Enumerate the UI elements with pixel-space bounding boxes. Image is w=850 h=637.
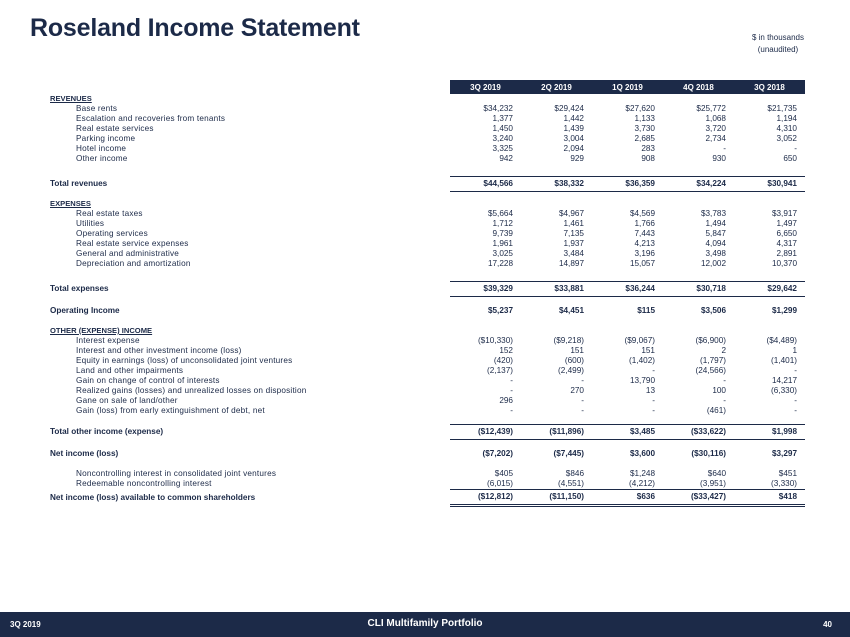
row-value: -: [723, 376, 726, 385]
row-value: (2,137): [487, 366, 513, 375]
net-income-row: [50, 447, 805, 461]
expense-row: [50, 229, 805, 239]
row-label: Gain on change of control of interests: [76, 376, 220, 385]
expense-row: [50, 239, 805, 249]
row-value: 4,094: [705, 239, 726, 248]
row-value: (461): [706, 406, 726, 415]
row-label: [50, 191, 450, 199]
table-body: [50, 94, 805, 506]
spacer-row: [50, 296, 805, 304]
row-value: $21,735: [767, 104, 797, 113]
nci-row: [50, 479, 805, 490]
section-header-other: [50, 326, 805, 336]
row-label: Operating services: [76, 229, 148, 238]
row-value: [450, 461, 521, 469]
footer-period: 3Q 2019: [10, 620, 41, 629]
row-value: -: [652, 396, 655, 405]
row-value: 1,133: [634, 114, 655, 123]
row-value: [521, 416, 592, 424]
row-label: [50, 439, 450, 447]
row-value: 13,790: [629, 376, 655, 385]
row-label: Noncontrolling interest in consolidated joint ventures: [76, 469, 277, 478]
row-value: ($6,900): [695, 336, 726, 345]
row-value: 1,442: [563, 114, 584, 123]
row-label: Total expenses: [50, 283, 109, 293]
other-row: [50, 356, 805, 366]
row-value: 1,961: [492, 239, 513, 248]
spacer-row: [50, 416, 805, 424]
row-value: 3,720: [705, 124, 726, 133]
section-header-expenses: [50, 199, 805, 209]
row-value: (1,401): [771, 356, 797, 365]
row-value: [734, 439, 805, 447]
expense-row: [50, 219, 805, 229]
row-value: 14,897: [558, 259, 584, 268]
row-value: $636: [592, 490, 663, 506]
row-value: $5,237: [487, 306, 513, 315]
row-value: [450, 326, 521, 336]
other-row: [50, 386, 805, 396]
row-value: 3,025: [492, 249, 513, 258]
row-value: (2,499): [558, 366, 584, 375]
row-value: 1: [792, 346, 797, 355]
row-value: [734, 318, 805, 326]
row-value: -: [794, 144, 797, 153]
expense-row: [50, 209, 805, 219]
row-value: 14,217: [771, 376, 797, 385]
row-value: [521, 296, 592, 304]
row-value: $405: [494, 469, 513, 478]
row-value: $1,998: [734, 424, 805, 439]
row-value: [663, 94, 734, 104]
row-label: Interest expense: [76, 336, 140, 345]
row-label: Realized gains (losses) and unrealized losses on disposition: [76, 386, 307, 395]
row-value: [734, 296, 805, 304]
row-value: [450, 94, 521, 104]
row-value: 3,004: [563, 134, 584, 143]
column-header: 3Q 2019: [450, 80, 521, 94]
row-value: 10,370: [771, 259, 797, 268]
row-value: 1,439: [563, 124, 584, 133]
row-value: [734, 164, 805, 176]
row-value: [450, 191, 521, 199]
operating-income-row: [50, 304, 805, 318]
row-value: [663, 269, 734, 281]
other-row: [50, 406, 805, 416]
row-label: Parking income: [76, 134, 136, 143]
row-value: $846: [565, 469, 584, 478]
other-row: [50, 366, 805, 376]
row-value: $36,244: [592, 281, 663, 296]
row-label: [50, 269, 450, 281]
row-label: Real estate taxes: [76, 209, 143, 218]
row-value: 942: [499, 154, 513, 163]
row-value: 7,135: [563, 229, 584, 238]
row-value: -: [581, 406, 584, 415]
row-value: $418: [734, 490, 805, 506]
row-value: [450, 416, 521, 424]
row-value: [450, 439, 521, 447]
row-value: [521, 269, 592, 281]
row-value: -: [723, 144, 726, 153]
row-value: (4,551): [521, 479, 592, 490]
units-line-2: (unaudited): [757, 45, 799, 54]
row-value: 3,325: [492, 144, 513, 153]
row-value: [734, 326, 805, 336]
row-value: 1,497: [776, 219, 797, 228]
row-value: [734, 191, 805, 199]
row-value: 15,057: [629, 259, 655, 268]
row-value: $3,297: [771, 449, 797, 458]
row-value: ($33,622): [663, 424, 734, 439]
row-label: Net income (loss) available to common shareholders: [50, 492, 256, 502]
row-value: 2: [721, 346, 726, 355]
row-value: [663, 199, 734, 209]
row-value: 152: [499, 346, 513, 355]
row-value: 6,650: [776, 229, 797, 238]
row-value: -: [652, 366, 655, 375]
row-value: [521, 164, 592, 176]
row-value: [521, 326, 592, 336]
row-value: [521, 94, 592, 104]
row-value: $640: [707, 469, 726, 478]
spacer-row: [50, 318, 805, 326]
spacer-row: [50, 164, 805, 176]
revenue-row: [50, 114, 805, 124]
row-value: $27,620: [625, 104, 655, 113]
revenue-row: [50, 144, 805, 154]
row-value: [734, 269, 805, 281]
row-value: $38,332: [521, 176, 592, 191]
row-value: [592, 296, 663, 304]
spacer-row: [50, 191, 805, 199]
row-value: (1,797): [700, 356, 726, 365]
row-value: $3,506: [700, 306, 726, 315]
row-value: [663, 296, 734, 304]
row-value: 1,194: [776, 114, 797, 123]
row-value: 3,484: [563, 249, 584, 258]
row-value: 1,937: [563, 239, 584, 248]
row-value: -: [794, 366, 797, 375]
row-value: 2,891: [776, 249, 797, 258]
expense-row: [50, 249, 805, 259]
row-value: ($12,812): [450, 490, 521, 506]
row-value: $3,600: [629, 449, 655, 458]
row-value: (4,212): [592, 479, 663, 490]
row-value: (600): [564, 356, 584, 365]
row-value: [521, 461, 592, 469]
total-revenues-row: [50, 176, 805, 191]
row-value: $44,566: [450, 176, 521, 191]
row-value: ($11,896): [521, 424, 592, 439]
row-label: Escalation and recoveries from tenants: [76, 114, 226, 123]
row-value: 1,377: [492, 114, 513, 123]
row-value: [521, 318, 592, 326]
row-value: [663, 326, 734, 336]
row-value: $1,299: [771, 306, 797, 315]
row-value: 296: [499, 396, 513, 405]
row-value: 3,196: [634, 249, 655, 258]
row-value: ($10,330): [477, 336, 513, 345]
nci-row: [50, 469, 805, 479]
row-value: [663, 461, 734, 469]
row-value: -: [723, 396, 726, 405]
row-value: [663, 416, 734, 424]
row-value: $33,881: [521, 281, 592, 296]
row-value: 2,685: [634, 134, 655, 143]
row-label: REVENUES: [50, 94, 92, 103]
row-value: -: [581, 396, 584, 405]
row-value: [734, 461, 805, 469]
row-value: 151: [641, 346, 655, 355]
units-line-1: $ in thousands: [751, 33, 804, 42]
row-value: 1,068: [705, 114, 726, 123]
row-value: -: [794, 396, 797, 405]
revenue-row: [50, 154, 805, 164]
row-value: 100: [712, 386, 726, 395]
row-value: 17,228: [487, 259, 513, 268]
row-value: [663, 318, 734, 326]
column-header-row: [50, 80, 805, 94]
row-label: Operating Income: [50, 306, 120, 315]
row-value: ($7,202): [482, 449, 513, 458]
footer-title: CLI Multifamily Portfolio: [367, 618, 483, 629]
row-value: [592, 439, 663, 447]
row-value: [592, 164, 663, 176]
row-value: (1,402): [629, 356, 655, 365]
row-value: 3,052: [776, 134, 797, 143]
row-value: [592, 416, 663, 424]
row-value: $4,451: [558, 306, 584, 315]
row-label: Net income (loss): [50, 449, 119, 458]
other-row: [50, 376, 805, 386]
total-other-row: [50, 424, 805, 439]
row-value: $3,783: [700, 209, 726, 218]
row-value: [734, 199, 805, 209]
row-value: (3,951): [663, 479, 734, 490]
row-label: Equity in earnings (loss) of unconsolidated joint ventures: [76, 356, 293, 365]
page-title: Roseland Income Statement: [30, 14, 360, 42]
row-value: $5,664: [487, 209, 513, 218]
row-value: [592, 461, 663, 469]
row-value: 929: [570, 154, 584, 163]
row-value: -: [510, 406, 513, 415]
row-value: 270: [570, 386, 584, 395]
page-number: 40: [823, 620, 832, 629]
row-value: 1,766: [634, 219, 655, 228]
row-value: [592, 199, 663, 209]
row-value: -: [652, 406, 655, 415]
row-value: 151: [570, 346, 584, 355]
row-label: [50, 416, 450, 424]
row-value: ($30,116): [691, 449, 726, 458]
row-value: (6,330): [771, 386, 797, 395]
row-value: 4,310: [776, 124, 797, 133]
row-label: Real estate service expenses: [76, 239, 189, 248]
row-value: $34,232: [483, 104, 513, 113]
row-value: [663, 191, 734, 199]
row-value: 7,443: [634, 229, 655, 238]
row-value: $30,718: [663, 281, 734, 296]
row-label: Depreciation and amortization: [76, 259, 191, 268]
row-value: [592, 191, 663, 199]
row-value: ($12,439): [450, 424, 521, 439]
spacer-row: [50, 461, 805, 469]
row-value: 650: [783, 154, 797, 163]
row-value: 9,739: [492, 229, 513, 238]
column-header: 1Q 2019: [592, 80, 663, 94]
row-value: (6,015): [450, 479, 521, 490]
row-label: [50, 296, 450, 304]
column-header: 4Q 2018: [663, 80, 734, 94]
row-label: Interest and other investment income (loss): [76, 346, 242, 355]
row-value: $3,917: [771, 209, 797, 218]
row-value: $36,359: [592, 176, 663, 191]
row-value: $451: [778, 469, 797, 478]
spacer-row: [50, 439, 805, 447]
row-label: Other income: [76, 154, 128, 163]
row-label: Base rents: [76, 104, 118, 113]
footer-bar: [0, 612, 850, 637]
row-value: $115: [637, 306, 655, 315]
section-header-revenues: [50, 94, 805, 104]
row-value: [663, 439, 734, 447]
row-label: Land and other impairments: [76, 366, 184, 375]
row-value: ($9,067): [624, 336, 655, 345]
row-label: OTHER (EXPENSE) INCOME: [50, 326, 153, 335]
total-expenses-row: [50, 281, 805, 296]
revenue-row: [50, 134, 805, 144]
row-label: EXPENSES: [50, 199, 91, 208]
row-value: 5,847: [705, 229, 726, 238]
row-value: 283: [641, 144, 655, 153]
other-row: [50, 346, 805, 356]
row-value: 4,213: [634, 239, 655, 248]
row-value: [450, 199, 521, 209]
row-value: (24,566): [695, 366, 726, 375]
row-value: 908: [641, 154, 655, 163]
row-value: 1,461: [563, 219, 584, 228]
row-label: Gane on sale of land/other: [76, 396, 178, 405]
row-value: $30,941: [734, 176, 805, 191]
row-value: 2,734: [705, 134, 726, 143]
row-label: [50, 318, 450, 326]
row-label: Redeemable noncontrolling interest: [76, 479, 212, 489]
row-value: 12,002: [700, 259, 726, 268]
units-note: [752, 32, 804, 56]
row-value: [521, 439, 592, 447]
row-label: General and administrative: [76, 249, 180, 258]
row-value: [450, 318, 521, 326]
row-value: -: [794, 406, 797, 415]
row-value: [521, 199, 592, 209]
income-table: [50, 80, 805, 507]
row-label: Hotel income: [76, 144, 127, 153]
row-value: [450, 164, 521, 176]
spacer-row: [50, 269, 805, 281]
row-label: Total revenues: [50, 178, 108, 188]
row-label: [50, 164, 450, 176]
row-value: -: [510, 376, 513, 385]
row-value: [450, 296, 521, 304]
revenue-row: [50, 104, 805, 114]
other-row: [50, 396, 805, 406]
row-label: Utilities: [76, 219, 105, 228]
row-value: 1,494: [705, 219, 726, 228]
row-value: 3,730: [634, 124, 655, 133]
expense-row: [50, 259, 805, 269]
row-value: $4,967: [558, 209, 584, 218]
row-label: Total other income (expense): [50, 426, 164, 436]
row-value: $1,248: [629, 469, 655, 478]
row-value: [592, 269, 663, 281]
column-header: 3Q 2018: [734, 80, 805, 94]
row-value: 3,498: [705, 249, 726, 258]
row-value: [734, 416, 805, 424]
row-value: $39,329: [450, 281, 521, 296]
row-value: [734, 94, 805, 104]
row-value: -: [581, 376, 584, 385]
row-value: $34,224: [663, 176, 734, 191]
row-value: ($9,218): [553, 336, 584, 345]
row-label: [50, 461, 450, 469]
row-label: Real estate services: [76, 124, 154, 133]
row-value: [592, 318, 663, 326]
row-value: 1,450: [492, 124, 513, 133]
row-label: Gain (loss) from early extinguishment of debt, net: [76, 406, 265, 415]
net-income-common-row: [50, 490, 805, 506]
column-header: 2Q 2019: [521, 80, 592, 94]
row-value: ($33,427): [663, 490, 734, 506]
row-value: 2,094: [563, 144, 584, 153]
revenue-row: [50, 124, 805, 134]
income-statement: [50, 80, 805, 507]
row-value: 1,712: [492, 219, 513, 228]
row-value: [592, 326, 663, 336]
row-value: 930: [712, 154, 726, 163]
row-value: $29,424: [554, 104, 584, 113]
row-value: ($7,445): [553, 449, 584, 458]
row-value: ($4,489): [766, 336, 797, 345]
row-value: [663, 164, 734, 176]
row-value: [592, 94, 663, 104]
row-value: (420): [493, 356, 513, 365]
row-value: [521, 191, 592, 199]
row-value: $3,485: [592, 424, 663, 439]
row-value: 13: [645, 386, 655, 395]
row-value: (3,330): [734, 479, 805, 490]
row-value: [450, 269, 521, 281]
row-value: $29,642: [734, 281, 805, 296]
other-row: [50, 336, 805, 346]
row-value: -: [510, 386, 513, 395]
row-value: 3,240: [492, 134, 513, 143]
row-value: ($11,150): [521, 490, 592, 506]
row-value: 4,317: [776, 239, 797, 248]
row-value: $25,772: [696, 104, 726, 113]
header-blank: [50, 80, 450, 94]
row-value: $4,569: [629, 209, 655, 218]
